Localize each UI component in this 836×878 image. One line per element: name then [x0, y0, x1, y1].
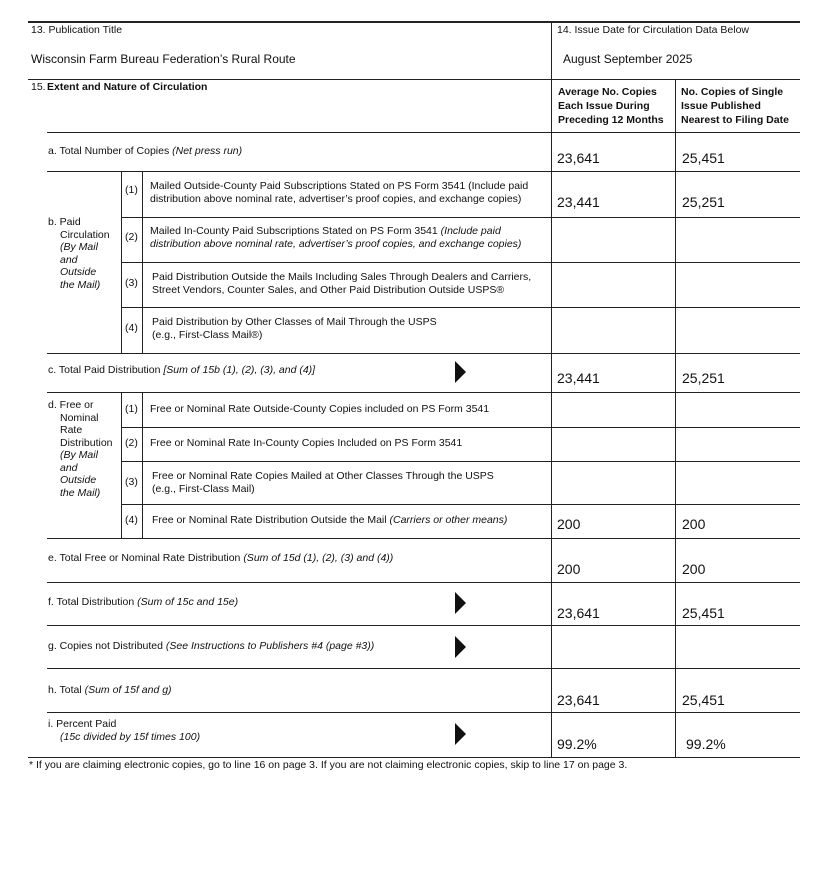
row-divider: [121, 217, 800, 218]
section-d-note-1: (By Mail: [60, 449, 98, 461]
b1-number: (1): [125, 184, 138, 196]
d4-average: 200: [557, 516, 581, 532]
right-pointing-triangle-icon: [455, 592, 466, 614]
row-h-single: 25,451: [682, 692, 725, 708]
footnote: * If you are claiming electronic copies, go to line 16 on page 3. If you are not claiming electronic copies, skip to line 17 on page 3.: [29, 759, 628, 771]
row-divider: [121, 262, 800, 263]
row-divider: [121, 427, 800, 428]
row-divider: [47, 392, 800, 393]
top-border: [28, 21, 800, 23]
d3-number: (3): [125, 476, 138, 488]
section-b-label: b. Paid: [48, 216, 81, 228]
column-divider-single: [675, 80, 676, 757]
d1-number: (1): [125, 403, 138, 415]
row-divider: [47, 171, 800, 172]
row-f-label: f. Total Distribution (Sum of 15c and 15e): [48, 596, 239, 608]
section-b-note-3: Outside: [60, 266, 97, 278]
b4-number: (4): [125, 322, 138, 334]
row-e-label: e. Total Free or Nominal Rate Distribution (Sum of 15d (1), (2), (3) and (4)): [48, 552, 394, 564]
row-c-label: c. Total Paid Distribution [Sum of 15b (1), (2), (3), and (4)]: [48, 364, 316, 376]
row-h-average: 23,641: [557, 692, 600, 708]
b2-number: (2): [125, 231, 138, 243]
row-divider: [47, 668, 800, 669]
section-d-note-4: the Mail): [60, 486, 101, 499]
b4-text: Paid Distribution by Other Classes of Mail Through the USPS: [152, 316, 437, 328]
row-c-average: 23,441: [557, 370, 600, 386]
d4-single: 200: [682, 516, 706, 532]
b4-text-2: (e.g., First-Class Mail®): [152, 329, 263, 341]
row-divider: [28, 79, 800, 80]
row-i-label: i. Percent Paid: [48, 718, 117, 730]
d4-text: Free or Nominal Rate Distribution Outside the Mail (Carriers or other means): [152, 514, 508, 526]
section-d-label-1: d. Free or: [48, 399, 94, 411]
row-e-average: 200: [557, 561, 581, 577]
b1-text-2: distribution above nominal rate, advertiser’s proof copies, and exchange copies): [150, 193, 522, 205]
d1-text: Free or Nominal Rate Outside-County Copies included on PS Form 3541: [150, 403, 490, 415]
right-pointing-triangle-icon: [455, 636, 466, 658]
b3-text: Paid Distribution Outside the Mails Including Sales Through Dealers and Carriers,: [152, 271, 532, 283]
d2-text: Free or Nominal Rate In-County Copies Included on PS Form 3541: [150, 437, 463, 449]
row-f-single: 25,451: [682, 605, 725, 621]
section-d-num-divider: [142, 392, 143, 538]
extent-number: 15.: [31, 81, 46, 93]
row-h-label: h. Total (Sum of 15f and g): [48, 684, 172, 696]
row-f-average: 23,641: [557, 605, 600, 621]
section-d-label-4: Distribution: [60, 436, 113, 449]
d4-number: (4): [125, 514, 138, 526]
publication-title-label: 13. Publication Title: [31, 24, 123, 36]
b2-text: Mailed In-County Paid Subscriptions Stated on PS Form 3541 (Include paid: [150, 225, 501, 237]
row-divider: [121, 307, 800, 308]
d3-text: Free or Nominal Rate Copies Mailed at Other Classes Through the USPS: [152, 470, 494, 482]
row-divider: [47, 625, 800, 626]
row-divider: [47, 132, 800, 133]
row-divider: [121, 461, 800, 462]
issue-date-value: August September 2025: [563, 52, 693, 66]
bottom-border: [28, 757, 800, 758]
b2-text-2: distribution above nominal rate, advertiser’s proof copies, and exchange copies): [150, 238, 522, 250]
row-c-single: 25,251: [682, 370, 725, 386]
row-i-note: (15c divided by 15f times 100): [60, 731, 201, 743]
row-divider: [121, 504, 800, 505]
row-i-average: 99.2%: [557, 736, 597, 752]
section-b-label-2: Circulation: [60, 228, 110, 241]
b3-number: (3): [125, 277, 138, 289]
row-e-single: 200: [682, 561, 706, 577]
row-g-label: g. Copies not Distributed (See Instructions to Publishers #4 (page #3)): [48, 640, 375, 652]
row-a-average: 23,641: [557, 150, 600, 166]
column-header-single-issue: No. Copies of Single Issue Published Nearest to Filing Date: [681, 86, 789, 126]
right-pointing-triangle-icon: [455, 361, 466, 383]
d2-number: (2): [125, 437, 138, 449]
b1-average: 23,441: [557, 194, 600, 210]
d3-text-2: (e.g., First-Class Mail): [152, 483, 255, 495]
issue-date-label: 14. Issue Date for Circulation Data Below: [557, 24, 750, 36]
section-b-note-1: (By Mail: [60, 241, 98, 253]
section-d-label-3: Rate: [60, 424, 83, 436]
b1-single: 25,251: [682, 194, 725, 210]
section-d-label-2: Nominal: [60, 411, 99, 424]
section-b-note-2: and: [60, 253, 78, 266]
section-d-note-2: and: [60, 461, 78, 474]
row-a-label: a. Total Number of Copies (Net press run): [48, 145, 243, 157]
section-d-note-3: Outside: [60, 474, 97, 486]
section-b-note-4: the Mail): [60, 278, 101, 291]
row-divider: [47, 712, 800, 713]
publication-title-value: Wisconsin Farm Bureau Federation’s Rural Route: [31, 52, 296, 66]
b1-text: Mailed Outside-County Paid Subscriptions Stated on PS Form 3541 (Include paid: [150, 180, 529, 192]
row-divider: [47, 353, 800, 354]
row-divider: [47, 538, 800, 539]
column-header-average: Average No. Copies Each Issue During Preceding 12 Months: [558, 86, 664, 126]
row-a-single: 25,451: [682, 150, 725, 166]
row-i-single: 99.2%: [686, 736, 726, 752]
right-pointing-triangle-icon: [455, 723, 466, 745]
row-divider: [47, 582, 800, 583]
section-d-divider: [121, 392, 122, 538]
extent-title: Extent and Nature of Circulation: [47, 81, 208, 93]
column-divider-avg: [551, 23, 552, 757]
b3-text-2: Street Vendors, Counter Sales, and Other Paid Distribution Outside USPS®: [152, 284, 505, 296]
